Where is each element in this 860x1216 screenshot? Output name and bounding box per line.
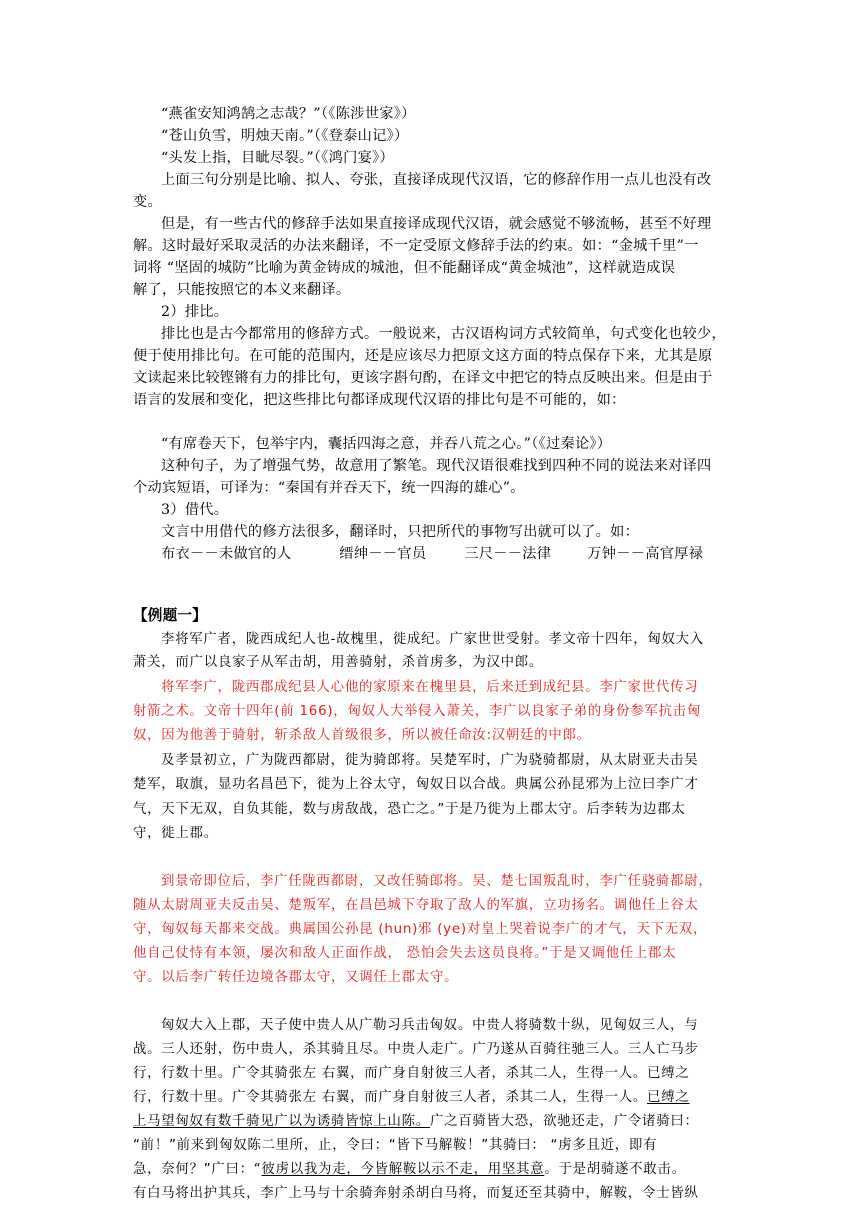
quote-line-3: “头发上指，目眦尽裂。”（《鸿门宴》） (161, 150, 394, 166)
para-line: 上面三句分别是比喻、拟人、夸张，直接译成现代汉语，它的修辞作用一点儿也没有改 (161, 172, 712, 188)
passage-line: 急，奈何？”广曰：“彼虏以我为走，今皆解鞍以示不走，用坚其意。于是胡骑遂不敢击。 (133, 1162, 686, 1177)
passage-line: 行，行数十里。广令其骑张左 右翼，而广身自射彼三人者，杀其二人，生得一人。已缚之 (133, 1066, 690, 1081)
para-line: 排比也是古今都常用的修辞方式。一般说来，古汉语构词方式较简单，句式变化也较少， (161, 326, 727, 342)
translation-line: 到景帝即位后，李广任陇西都尉，又改任骑郎将。吴、楚七国叛乱时，李广任骁骑都尉， (161, 874, 713, 889)
translation-line: 奴，因为他善于骑射，斩杀敌人首级很多，所以被任命汝:汉朝廷的中郎。 (133, 728, 591, 743)
passage-line: 萧关，而广以良家子从军击胡，用善骑射，杀首虏多，为汉中郎。 (133, 655, 544, 670)
para-line: 词将 “坚固的城防”比喻为黄金铸成的城池，但不能翻译成“黄金城池”，这样就造成误 (133, 260, 676, 276)
quote-line-1: “燕雀安知鸿鹄之志哉？”（《陈涉世家》） (161, 106, 416, 122)
quote-line-2: “苍山负雪，明烛天南。”（《登泰山记》） (161, 128, 409, 144)
quote-line-guoqinlun: “有席卷天下，包举宇内，囊括四海之意，并吞八荒之心。”（《过秦论》） (161, 436, 612, 452)
para-line: 解了，只能按照它的本义来翻译。 (133, 282, 351, 298)
passage-line: 行，行数十里。广令其骑张左 右翼，而广身自射彼三人者，杀其二人，生得一人。已缚之 (133, 1090, 690, 1105)
heading-paibi: 2）排比。 (161, 304, 229, 320)
para-line: 个动宾短语，可译为：“秦国有并吞天下，统一四海的雄心”。 (133, 480, 525, 496)
para-line: 解。这时最好采取灵活的办法来翻译，不一定受原文修辞手法的约束。如：“金城千里”一 (133, 238, 699, 254)
translation-line: 射箭之术。文帝十四年(前 166)，匈奴人大举侵入萧关，李广以良家子弟的身份参军抗击匈 (133, 704, 701, 719)
jiedai-examples (161, 543, 703, 563)
passage-line: 上马望匈奴有数千骑见广以为诱骑皆惊上山陈。广之百骑皆大恐，欲驰还走，广令诸骑曰： (133, 1114, 699, 1129)
para-line: 文言中用借代的修方法很多，翻译时，只把所代的事物写出就可以了。如： (161, 524, 640, 540)
example-buyi: 布衣－－未做官的人 (161, 546, 292, 562)
para-line: 这种句子，为了增强气势，故意用了繁笔。现代汉语很难找到四种不同的说法来对译四 (161, 458, 712, 474)
example-sanchi: 三尺－－法律 (464, 546, 552, 562)
passage-line: 战。三人还射，伤中贵人，杀其骑且尽。中贵人走广。广乃遂从百骑往驰三人。三人亡马步 (133, 1042, 699, 1057)
translation-line: 他自己仗恃有本领，屡次和敌人正面作战， 恐怕会失去这员良将。”于是又调他任上郡太 (133, 946, 677, 961)
passage-line: 李将军广者，陇西成纪人也-故槐里，徙成纪。广家世世受射。孝文帝十四年，匈奴大入 (161, 632, 704, 647)
translation-line: 随从太尉周亚夫反击吴、楚叛军，在昌邑城下夺取了敌人的军旗，立功扬名。调他任上谷太 (133, 898, 699, 913)
para-line: 文读起来比较铿锵有力的排比句，更该字斟句酌，在译文中把它的特点反映出来。但是由于 (133, 370, 713, 386)
para-line: 语言的发展和变化，把这些排比句都译成现代汉语的排比句是不可能的，如： (133, 392, 626, 408)
example-heading: 【例题一】 (133, 607, 207, 624)
passage-line: 守，徙上郡。 (133, 826, 218, 841)
translation-line: 将军李广，陇西郡成纪县人心他的家原来在槐里县，后来迁到成纪县。李广家世代传习 (161, 680, 699, 695)
para-line: 变。 (133, 194, 162, 210)
passage-line: 有白马将出护其兵，李广上马与十余骑奔射杀胡白马将，而复还至其骑中，解鞍，令士皆纵 (133, 1186, 699, 1201)
example-jinshen: 缙绅－－官员 (339, 546, 427, 562)
para-line: 便于使用排比句。在可能的范围内，还是应该尽力把原文这方面的特点保存下来，尤其是原 (133, 348, 713, 364)
passage-line: 及孝景初立，广为陇西都尉，徙为骑郎将。吴楚军时，广为骁骑都尉，从太尉亚夫击吴 (161, 753, 699, 768)
example-wanzhong: 万钟－－高官厚禄 (587, 546, 704, 562)
passage-line: 匈奴大入上郡，天子使中贵人从广勒习兵击匈奴。中贵人将骑数十纵，见匈奴三人，与 (161, 1018, 699, 1033)
para-line: 但是，有一些古代的修辞手法如果直接译成现代汉语，就会感觉不够流畅，甚至不好理 (161, 216, 712, 232)
passage-line: 气，天下无双，自负其能，数与虏敌战，恐亡之。”于是乃徙为上郡太守。后李转为边郡太 (133, 802, 686, 817)
translation-line: 守，匈奴每天都来交战。典属国公孙昆 (hun)邪 (ye)对皇上哭着说李广的才气，天下无双， (133, 922, 708, 937)
passage-line: 楚军，取旗，显功名昌邑下，徙为上谷太守，匈奴日以合战。典属公孙昆邪为上泣曰李广才 (133, 777, 699, 792)
passage-line: “前！”前来到匈奴陈二里所，止，令曰：“皆下马解鞍！”其骑曰： “虏多且近，即有 (133, 1138, 658, 1153)
heading-jiedai: 3）借代。 (161, 502, 229, 518)
translation-line: 守。以后李广转任边境各郡太守，又调任上郡太守。 (133, 970, 459, 985)
